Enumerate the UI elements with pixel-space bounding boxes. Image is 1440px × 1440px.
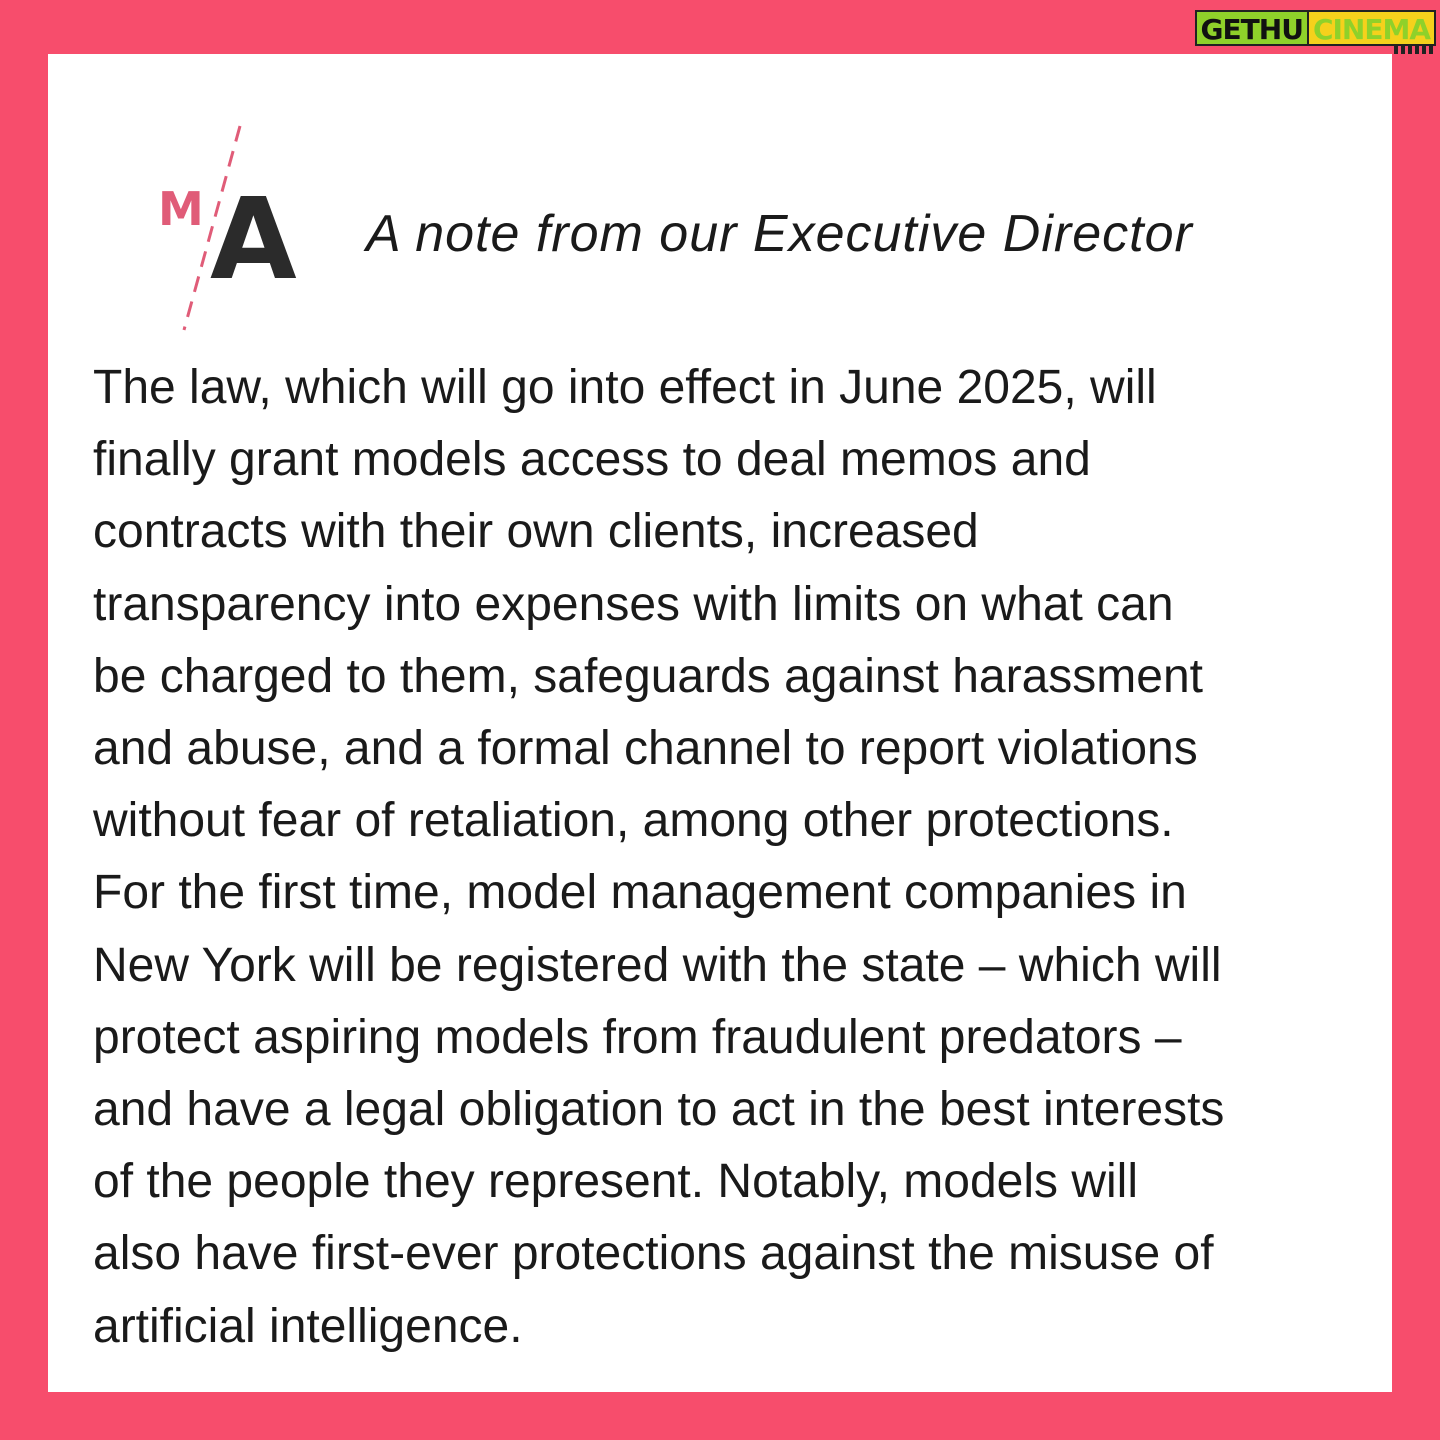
film-strip-icon [1394, 46, 1436, 54]
body-line: New York will be registered with the state – which will [93, 938, 1222, 992]
body-line: The law, which will go into effect in June 2025, will [93, 361, 1157, 414]
note-body [93, 352, 1363, 1363]
body-line: also have first-ever protections against the misuse of [93, 1227, 1214, 1281]
body-line: and have a legal obligation to act in the best interests [93, 1083, 1225, 1137]
logo-letter-m: M [158, 182, 204, 236]
body-line: without fear of retaliation, among other protections. [93, 794, 1174, 848]
body-line: transparency into expenses with limits on what can [93, 577, 1174, 631]
watermark [1195, 10, 1436, 46]
logo-letter-a: A [210, 175, 293, 305]
body-line: contracts with their own clients, increased [93, 505, 979, 559]
body-line: artificial intelligence. [93, 1299, 523, 1353]
note-title: A note from our Executive Director [366, 205, 1193, 263]
note-card [48, 54, 1392, 1392]
watermark-right-text: CINEMA [1309, 10, 1436, 46]
body-line: finally grant models access to deal memos and [93, 433, 1091, 487]
body-line: of the people they represent. Notably, models will [93, 1155, 1139, 1209]
body-line: be charged to them, safeguards against harassment [93, 649, 1203, 703]
body-line: For the first time, model management companies in [93, 866, 1187, 920]
organization-logo [158, 124, 308, 334]
watermark-left-text: GETHU [1195, 10, 1309, 46]
body-line: and abuse, and a formal channel to report violations [93, 722, 1198, 776]
body-line: protect aspiring models from fraudulent predators – [93, 1010, 1182, 1064]
